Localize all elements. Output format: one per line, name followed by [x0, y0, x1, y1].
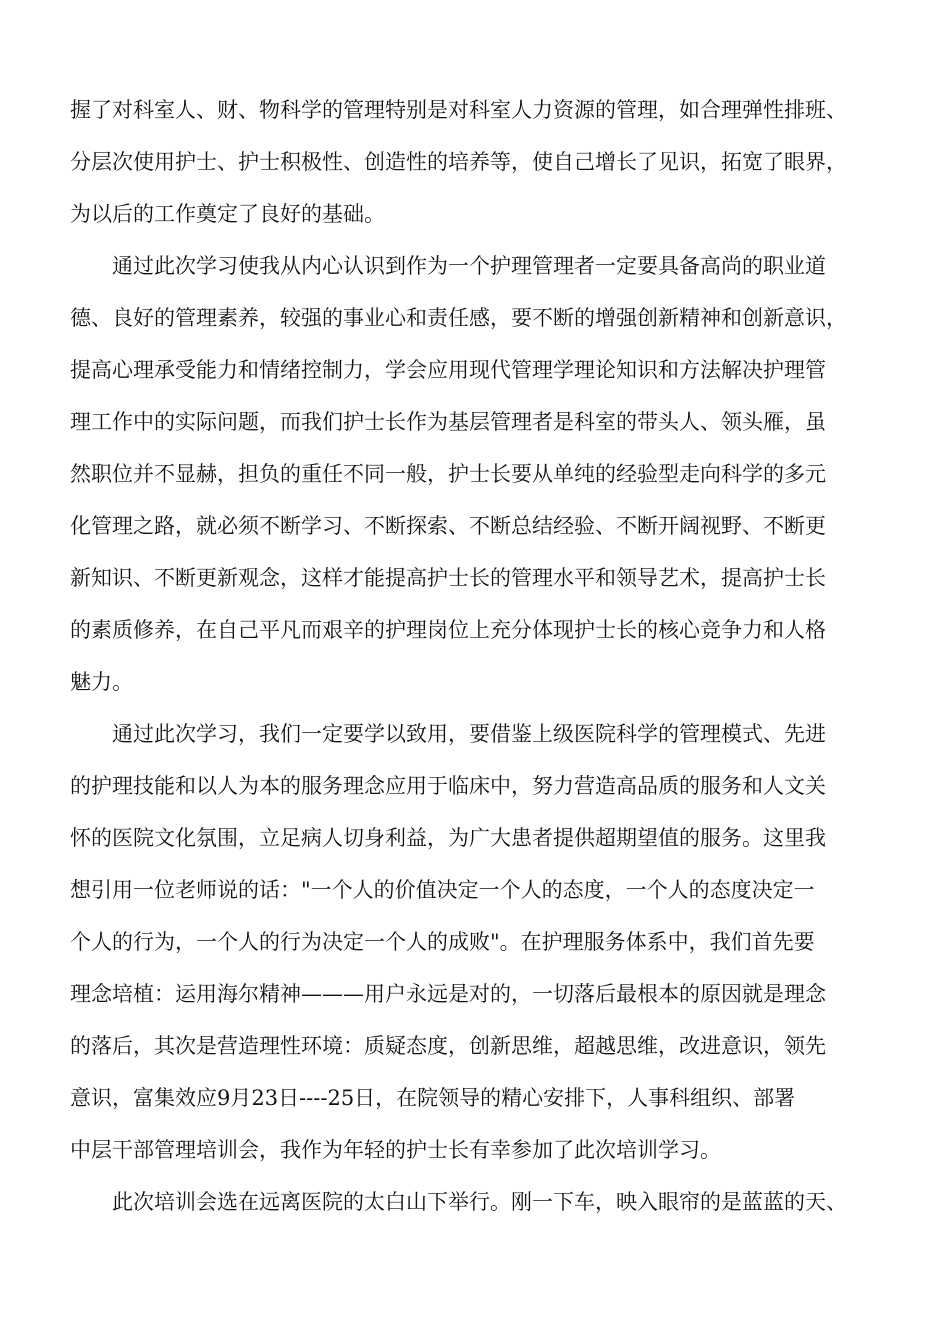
text-line: 的落后，其次是营造理性环境：质疑态度，创新思维，超越思维，改进意识，领先 — [70, 1034, 826, 1058]
text-line: 的护理技能和以人为本的服务理念应用于临床中，努力营造高品质的服务和人文关 — [70, 774, 826, 798]
text-line: 怀的医院文化氛围，立足病人切身利益，为广大患者提供超期望值的服务。这里我 — [70, 826, 826, 850]
text-line: 魅力。 — [70, 670, 133, 694]
text-line: 理工作中的实际问题，而我们护士长作为基层管理者是科室的带头人、领头雁，虽 — [70, 410, 826, 434]
text-line: 个人的行为，一个人的行为决定一个人的成败"。在护理服务体系中，我们首先要 — [70, 930, 815, 954]
text-line: 理念培植：运用海尔精神———用户永远是对的，一切落后最根本的原因就是理念 — [70, 982, 826, 1006]
paragraph-start-line: 此次培训会选在远离医院的太白山下举行。刚一下车，映入眼帘的是蓝蓝的天、 — [112, 1190, 847, 1214]
paragraph-start-line: 通过此次学习，我们一定要学以致用，要借鉴上级医院科学的管理模式、先进 — [112, 722, 826, 746]
document-body — [70, 84, 900, 1228]
text-line: 然职位并不显赫，担负的重任不同一般，护士长要从单纯的经验型走向科学的多元 — [70, 462, 826, 486]
text-line: 的素质修养，在自己平凡而艰辛的护理岗位上充分体现护士长的核心竞争力和人格 — [70, 618, 826, 642]
text-line: 中层干部管理培训会，我作为年轻的护士长有幸参加了此次培训学习。 — [70, 1138, 721, 1162]
text-line: 新知识、不断更新观念，这样才能提高护士长的管理水平和领导艺术，提高护士长 — [70, 566, 826, 590]
text-line: 想引用一位老师说的话："一个人的价值决定一个人的态度，一个人的态度决定一 — [70, 878, 815, 902]
text-line: 意识，富集效应9月23日----25日，在院领导的精心安排下，人事科组织、部署 — [70, 1086, 796, 1110]
text-line: 为以后的工作奠定了良好的基础。 — [70, 202, 385, 226]
text-line: 化管理之路，就必须不断学习、不断探索、不断总结经验、不断开阔视野、不断更 — [70, 514, 826, 538]
text-line: 提高心理承受能力和情绪控制力，学会应用现代管理学理论知识和方法解决护理管 — [70, 358, 826, 382]
text-line: 分层次使用护士、护士积极性、创造性的培养等，使自己增长了见识，拓宽了眼界， — [70, 150, 847, 174]
paragraph-start-line: 通过此次学习使我从内心认识到作为一个护理管理者一定要具备高尚的职业道 — [112, 254, 826, 278]
text-line: 德、良好的管理素养，较强的事业心和责任感，要不断的增强创新精神和创新意识， — [70, 306, 847, 330]
text-line: 握了对科室人、财、物科学的管理特别是对科室人力资源的管理，如合理弹性排班、 — [70, 98, 847, 122]
